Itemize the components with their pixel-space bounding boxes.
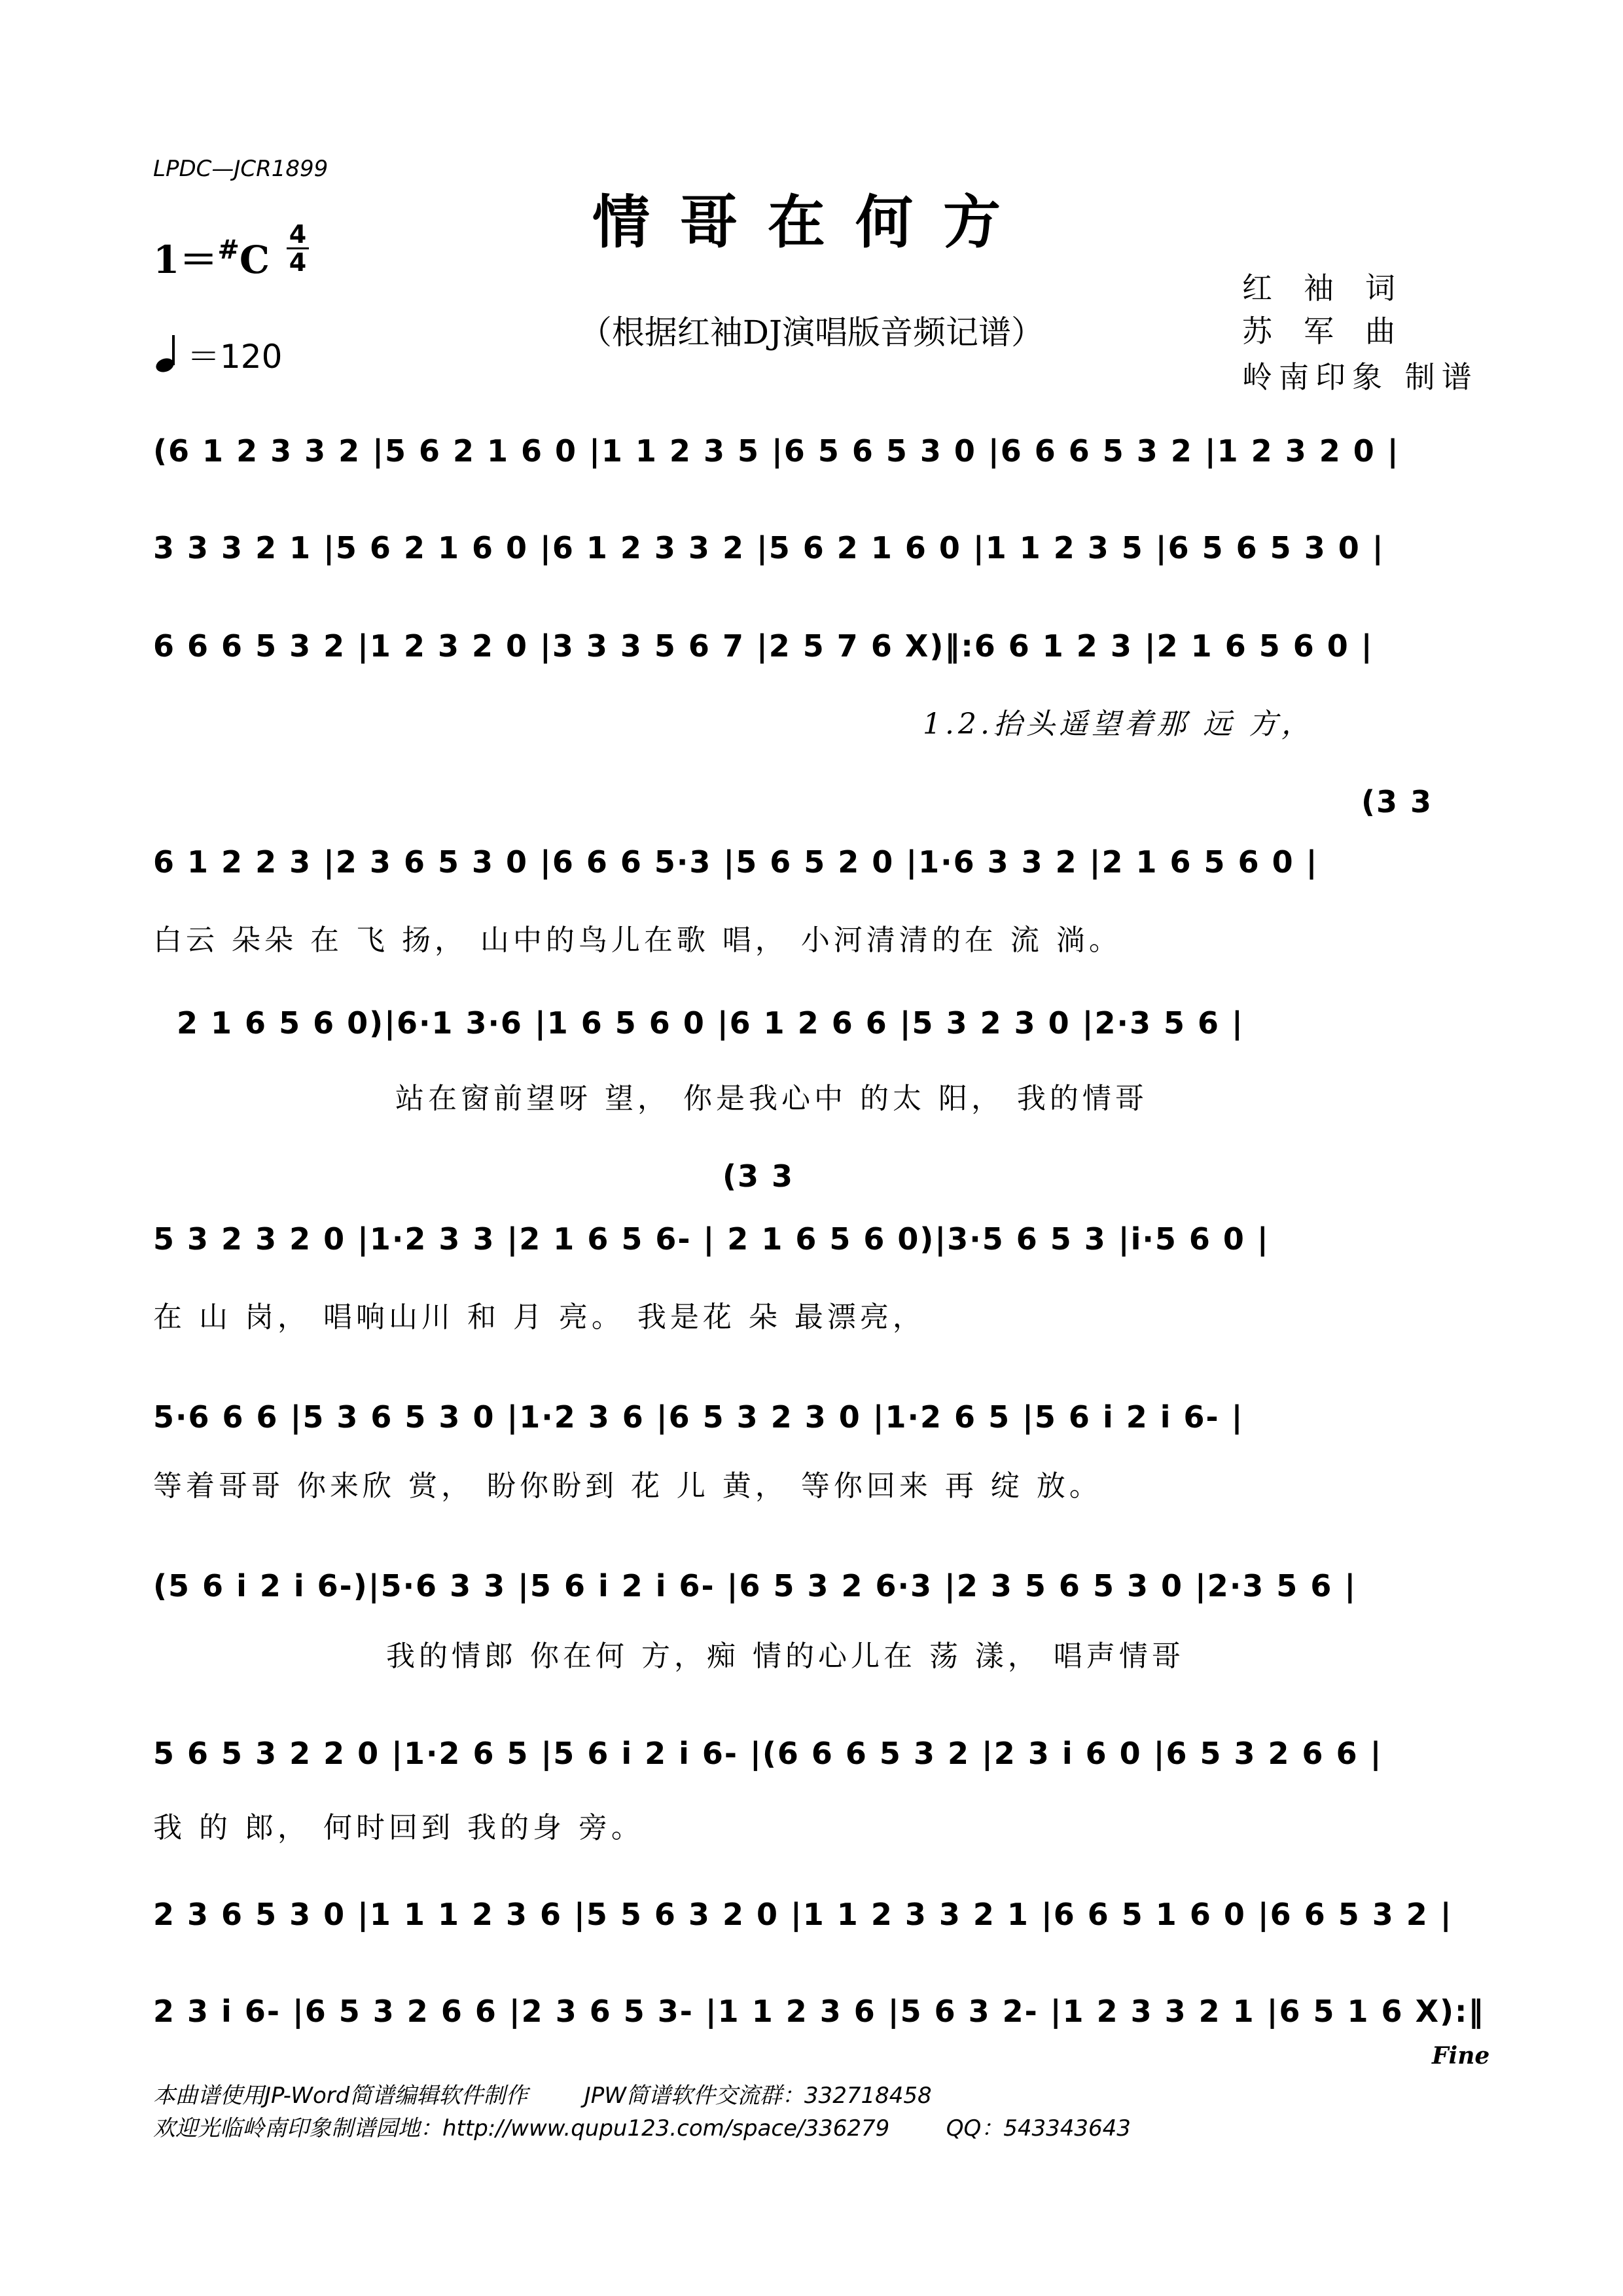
- lyric-line-8: 我的情郎 你在何 方，痴 情的心儿在 荡 漾， 唱声情哥: [386, 1640, 1185, 1673]
- staff-line-4: 6 1 2 2 3 |2 3 6 5 3 0 |6 6 6 5·3 |5 6 5 2 0 |1·6 3 3 2 |2 1 6 5 6 0 |: [153, 844, 1319, 880]
- staff-line-11: 2 3 i 6- |6 5 3 2 6 6 |2 3 6 5 3- |1 1 2 3 6 |5 6 3 2- |1 2 3 3 2 1 |6 5 1 6 X):‖: [153, 1994, 1485, 2029]
- staff-line-5: 2 1 6 5 6 0)|6·1 3·6 |1 6 5 6 0 |6 1 2 6 6 |5 3 2 3 0 |2·3 5 6 |: [177, 1005, 1244, 1041]
- time-signature-top: 4: [289, 220, 307, 249]
- song-title: 情哥在何方: [592, 188, 1031, 256]
- cue-notes-1: (3 3: [1361, 784, 1433, 819]
- key-prefix: 1＝: [153, 238, 218, 282]
- lyric-line-5: 站在窗前望呀 望， 你是我心中 的太 阳， 我的情哥: [395, 1082, 1148, 1115]
- song-subtitle: （根据红袖DJ演唱版音频记谱）: [579, 314, 1044, 351]
- staff-line-10: 2 3 6 5 3 0 |1 1 1 2 3 6 |5 5 6 3 2 0 |1 1 2 3 3 2 1 |6 6 5 1 6 0 |6 6 5 3 2 |: [153, 1897, 1453, 1932]
- quarter-note-icon: [153, 334, 187, 373]
- staff-line-9: 5 6 5 3 2 2 0 |1·2 6 5 |5 6 i 2 i 6- |(6 6 6 5 3 2 |2 3 i 6 0 |6 5 3 2 6 6 |: [153, 1736, 1383, 1771]
- sharp-sign: #: [217, 234, 240, 265]
- staff-line-3: 6 6 6 5 3 2 |1 2 3 2 0 |3 3 3 5 6 7 |2 5 7 6 X)‖:6 6 1 2 3 |2 1 6 5 6 0 |: [153, 628, 1374, 664]
- lyric-line-4: 白云 朵朵 在 飞 扬， 山中的鸟儿在歌 唱， 小河清清的在 流 淌。: [153, 924, 1122, 957]
- lyric-line-3: 1.2.抬头遥望着那 远 方，: [923, 708, 1314, 741]
- footer-software-note: 本曲谱使用JP-Word简谱编辑软件制作 JPW简谱软件交流群：332718458: [153, 2083, 932, 2109]
- fine-marking: Fine: [1432, 2042, 1490, 2070]
- lyric-line-6: 在 山 岗， 唱响山川 和 月 亮。 我是花 朵 最漂亮，: [153, 1300, 925, 1334]
- key-signature: [153, 229, 270, 284]
- staff-line-1: (6 1 2 3 3 2 |5 6 2 1 6 0 |1 1 2 3 5 |6 5 6 5 3 0 |6 6 6 5 3 2 |1 2 3 2 0 |: [153, 433, 1400, 469]
- staff-line-7: 5·6 6 6 |5 3 6 5 3 0 |1·2 3 6 |6 5 3 2 3 0 |1·2 6 5 |5 6 i 2 i 6- |: [153, 1399, 1244, 1435]
- lyric-line-7: 等着哥哥 你来欣 赏， 盼你盼到 花 儿 黄， 等你回来 再 绽 放。: [153, 1469, 1102, 1503]
- footer-website-note: 欢迎光临岭南印象制谱园地：http://www.qupu123.com/space/336279 QQ：543343643: [153, 2115, 1131, 2142]
- time-signature: [287, 221, 309, 276]
- key-note: C: [239, 238, 270, 282]
- staff-line-6: 5 3 2 3 2 0 |1·2 3 3 |2 1 6 5 6- | 2 1 6 5 6 0)|3·5 6 5 3 |i·5 6 0 |: [153, 1221, 1270, 1257]
- time-signature-bottom: 4: [287, 247, 309, 276]
- tempo-marking: [153, 331, 282, 378]
- tempo-value: ＝120: [187, 338, 283, 376]
- transcriber-credit: 岭南印象 制谱: [1242, 359, 1478, 395]
- staff-line-8: (5 6 i 2 i 6-)|5·6 3 3 |5 6 i 2 i 6- |6 5 3 2 6·3 |2 3 5 6 5 3 0 |2·3 5 6 |: [153, 1568, 1357, 1604]
- cue-notes-2: (3 3: [722, 1158, 794, 1194]
- staff-line-2: 3 3 3 2 1 |5 6 2 1 6 0 |6 1 2 3 3 2 |5 6 2 1 6 0 |1 1 2 3 5 |6 5 6 5 3 0 |: [153, 530, 1385, 565]
- document-code: LPDC—JCR1899: [153, 156, 329, 182]
- lyric-line-9: 我 的 郎， 何时回到 我的身 旁。: [153, 1811, 644, 1844]
- composer-credit: 苏军曲: [1242, 314, 1427, 349]
- lyricist-credit: 红袖词: [1242, 270, 1427, 306]
